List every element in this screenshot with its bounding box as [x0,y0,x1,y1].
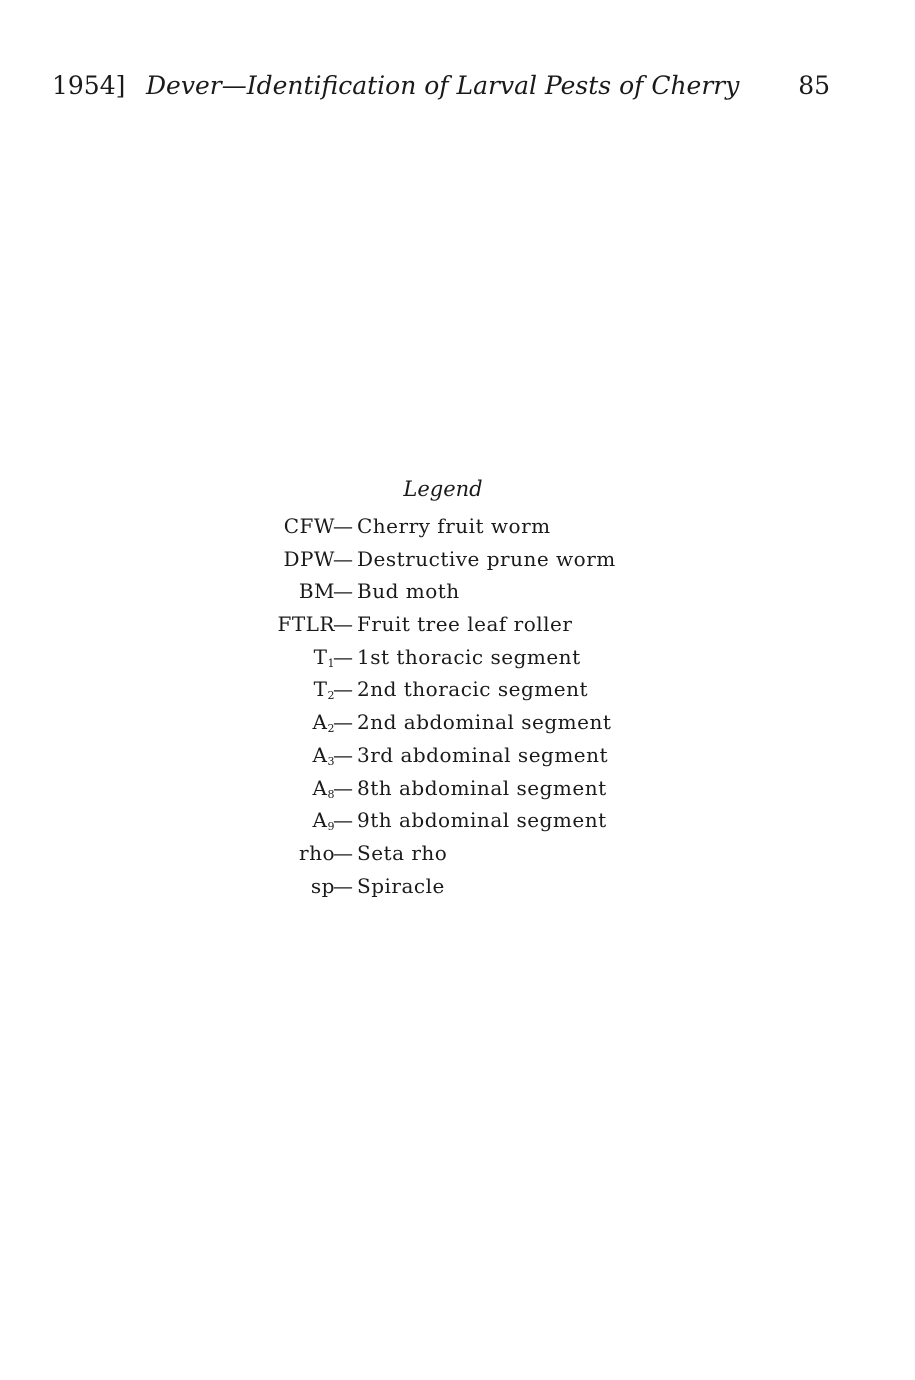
legend-dash: — [333,612,353,637]
legend-abbreviation: $A_8$ [312,775,335,801]
legend-item [0,837,915,870]
legend-abbreviation: $T_1$ [313,644,335,670]
legend-dash: — [333,579,353,604]
legend-dash: — [333,840,353,865]
legend-term: 2nd abdominal segment [357,710,612,735]
legend-item [0,673,915,706]
legend-abbreviation: rho [299,840,335,865]
legend-term: 1st thoracic segment [357,644,581,669]
legend-dash: — [333,644,353,669]
legend-abbreviation: CFW [283,514,335,538]
legend-term: Seta rho [357,840,448,865]
legend-item [0,739,915,772]
header-year: 1954] [52,71,126,100]
legend-abbreviation: sp [310,873,335,898]
legend-term: Cherry fruit worm [357,514,551,538]
legend-abbreviation: $A_3$ [312,742,335,768]
legend-dash: — [333,808,353,833]
legend-abbreviation: DPW [283,546,335,571]
legend-abbreviation: $A_2$ [312,710,335,736]
legend-item [0,804,915,837]
legend-item [0,608,915,641]
legend-item [0,772,915,805]
legend-term: 9th abdominal segment [357,808,607,833]
legend-term: Destructive prune worm [357,546,616,571]
header-title: Dever—Identification of Larval Pests of Cherry [146,71,740,100]
legend-term: 3rd abdominal segment [357,742,609,767]
legend-dash: — [333,742,353,767]
legend-item [0,543,915,576]
legend-dash: — [333,677,353,702]
legend-abbreviation: FTLR [277,612,335,637]
legend-item [0,870,915,903]
legend-dash: — [333,546,353,571]
legend-item [0,575,915,608]
legend-term: Bud moth [357,579,460,604]
legend-term: 8th abdominal segment [357,775,607,800]
page-header [52,68,830,104]
legend-dash: — [333,775,353,800]
legend-term: 2nd thoracic segment [357,677,588,702]
legend-dash: — [333,710,353,735]
legend-abbreviation: $A_9$ [312,808,335,834]
legend-item [0,706,915,739]
legend-dash: — [333,873,353,898]
legend-term: Fruit tree leaf roller [357,612,573,637]
page-number: 85 [798,71,830,100]
legend-item [0,641,915,674]
legend-list [0,510,915,902]
legend-item [0,510,915,543]
legend-abbreviation: BM [298,579,335,604]
legend-dash: — [333,514,353,538]
legend-heading: Legend [403,477,483,501]
legend-abbreviation: $T_2$ [313,677,335,703]
legend-term: Spiracle [357,873,445,898]
